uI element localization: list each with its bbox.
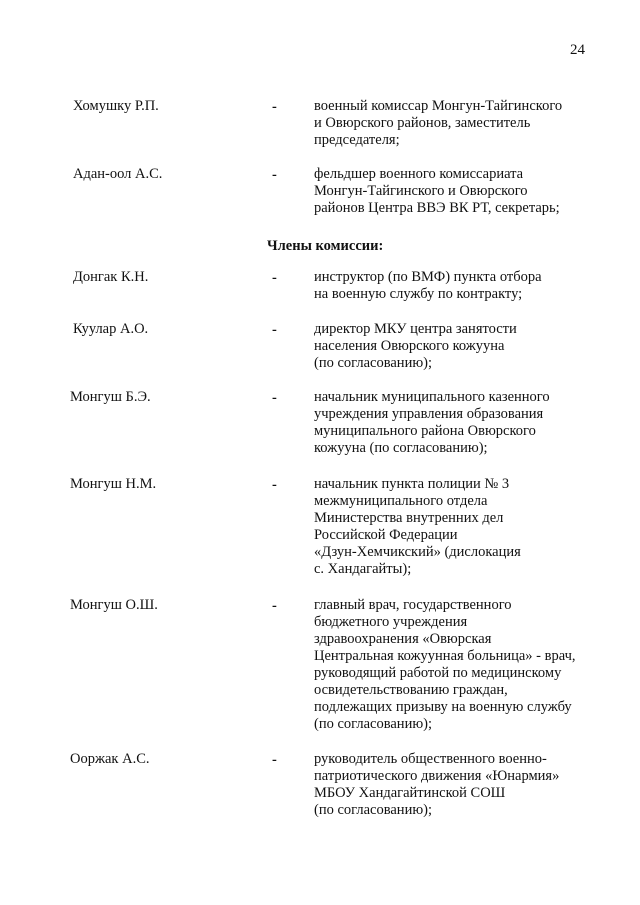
member-role bbox=[314, 269, 604, 303]
role-line: главный врач, государственного bbox=[314, 597, 512, 613]
role-line: Монгун-Тайгинского и Овюрского bbox=[314, 183, 528, 199]
member-role bbox=[314, 321, 604, 372]
member-name: Монгуш Б.Э. bbox=[70, 389, 151, 405]
role-line: (по согласованию); bbox=[314, 716, 433, 732]
role-line: здравоохранения «Овюрская bbox=[314, 631, 492, 647]
member-role bbox=[314, 166, 604, 217]
role-line: населения Овюрского кожууна bbox=[314, 338, 505, 354]
role-line: руководитель общественного военно- bbox=[314, 751, 547, 767]
page-number: 24 bbox=[570, 42, 585, 58]
dash-separator: - bbox=[272, 390, 277, 406]
role-line: инструктор (по ВМФ) пункта отбора bbox=[314, 269, 542, 285]
role-line: руководящий работой по медицинскому bbox=[314, 665, 562, 681]
role-line: учреждения управления образования bbox=[314, 406, 544, 422]
member-role bbox=[314, 389, 604, 457]
dash-separator: - bbox=[272, 752, 277, 768]
role-line: начальник пункта полиции № 3 bbox=[314, 476, 510, 492]
role-line: подлежащих призыву на военную службу bbox=[314, 699, 572, 715]
role-line: кожууна (по согласованию); bbox=[314, 440, 488, 456]
role-line: бюджетного учреждения bbox=[314, 614, 468, 630]
role-line: с. Хандагайты); bbox=[314, 561, 412, 577]
role-line: начальник муниципального казенного bbox=[314, 389, 550, 405]
member-role bbox=[314, 751, 604, 819]
role-line: Российской Федерации bbox=[314, 527, 458, 543]
role-line: (по согласованию); bbox=[314, 802, 433, 818]
role-line: межмуниципального отдела bbox=[314, 493, 488, 509]
role-line: и Овюрского районов, заместитель bbox=[314, 115, 531, 131]
section-title: Члены комиссии: bbox=[267, 238, 384, 254]
member-name: Монгуш О.Ш. bbox=[70, 597, 158, 613]
role-line: фельдшер военного комиссариата bbox=[314, 166, 524, 182]
member-name: Ооржак А.С. bbox=[70, 751, 150, 767]
member-role bbox=[314, 476, 604, 578]
role-line: (по согласованию); bbox=[314, 355, 433, 371]
member-name: Хомушку Р.П. bbox=[73, 98, 159, 114]
dash-separator: - bbox=[272, 322, 277, 338]
role-line: военный комиссар Монгун-Тайгинского bbox=[314, 98, 563, 114]
role-line: председателя; bbox=[314, 132, 400, 148]
role-line: освидетельствованию граждан, bbox=[314, 682, 508, 698]
member-role bbox=[314, 98, 604, 149]
role-line: Центральная кожуунная больница» - врач, bbox=[314, 648, 576, 664]
dash-separator: - bbox=[272, 598, 277, 614]
role-line: муниципального района Овюрского bbox=[314, 423, 536, 439]
dash-separator: - bbox=[272, 477, 277, 493]
role-line: районов Центра ВВЭ ВК РТ, секретарь; bbox=[314, 200, 560, 216]
member-role bbox=[314, 597, 604, 733]
dash-separator: - bbox=[272, 99, 277, 115]
member-name: Адан-оол А.С. bbox=[73, 166, 163, 182]
member-name: Монгуш Н.М. bbox=[70, 476, 157, 492]
dash-separator: - bbox=[272, 167, 277, 183]
role-line: на военную службу по контракту; bbox=[314, 286, 523, 302]
role-line: Министерства внутренних дел bbox=[314, 510, 504, 526]
role-line: директор МКУ центра занятости bbox=[314, 321, 517, 337]
member-name: Донгак К.Н. bbox=[73, 269, 149, 285]
role-line: МБОУ Хандагайтинской СОШ bbox=[314, 785, 506, 801]
member-name: Куулар А.О. bbox=[73, 321, 149, 337]
dash-separator: - bbox=[272, 270, 277, 286]
role-line: «Дзун-Хемчикский» (дислокация bbox=[314, 544, 521, 560]
role-line: патриотического движения «Юнармия» bbox=[314, 768, 560, 784]
